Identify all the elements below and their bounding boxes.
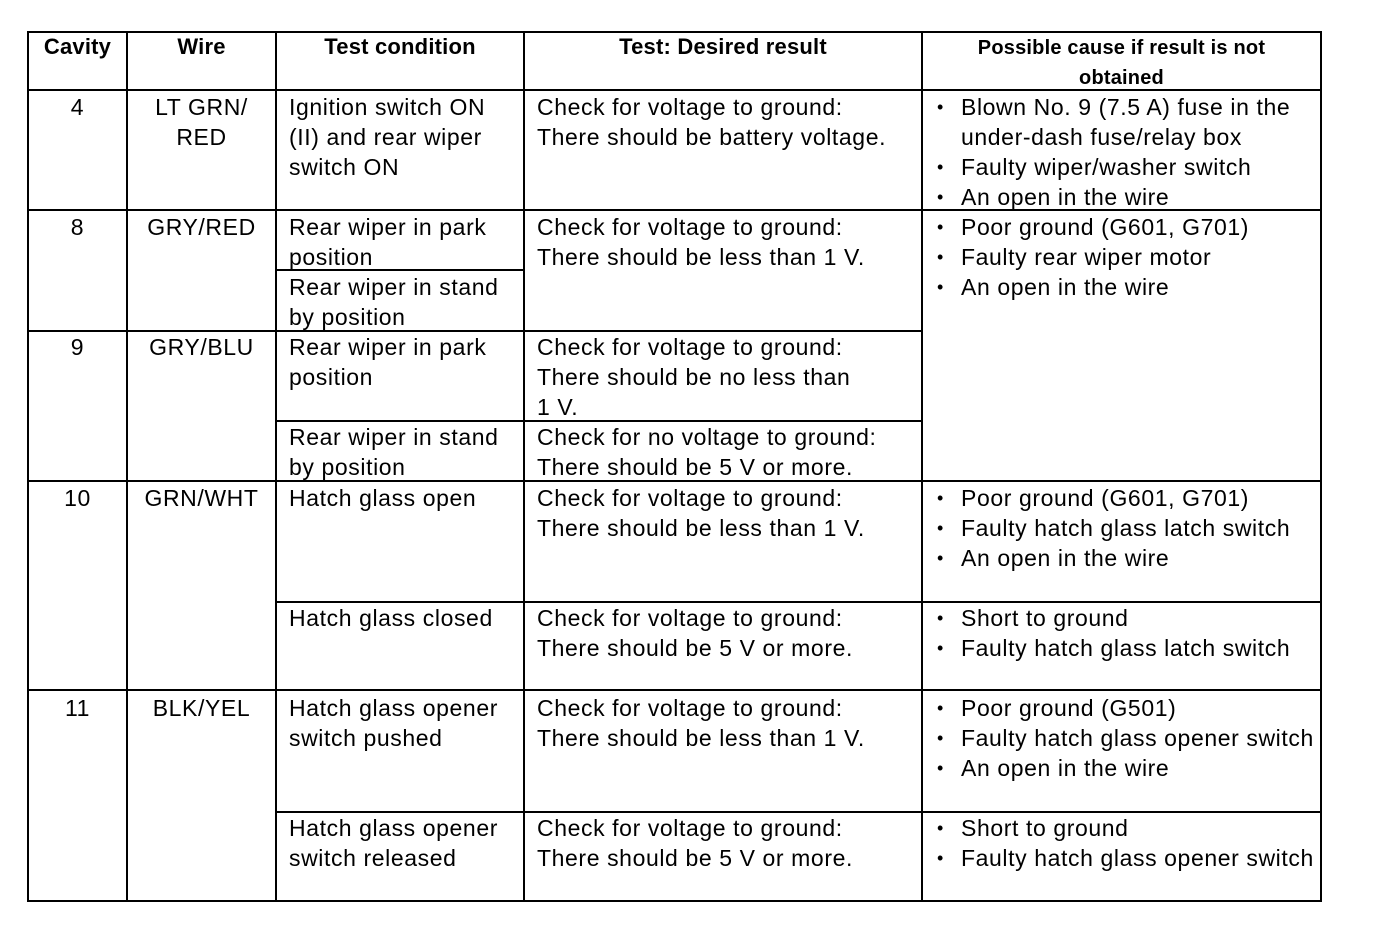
possible-cause-item: • Faulty hatch glass latch switch bbox=[923, 633, 1320, 663]
header-test-condition: Test condition bbox=[324, 34, 476, 59]
wire-cell: BLK/YEL bbox=[152, 695, 251, 721]
col-divider-1 bbox=[126, 31, 128, 902]
desired-result-cell: Check for voltage to ground: There should be battery voltage. bbox=[537, 94, 887, 150]
table-border-right bbox=[1320, 31, 1322, 902]
test-condition-cell: Rear wiper in park position bbox=[289, 214, 487, 270]
test-condition-cell: Hatch glass closed bbox=[289, 605, 493, 631]
possible-cause-list bbox=[923, 212, 1320, 302]
test-condition-cell: Ignition switch ON (II) and rear wiper switch ON bbox=[289, 94, 486, 180]
cavity-cell: 9 bbox=[70, 334, 85, 360]
col-divider-2 bbox=[275, 31, 277, 902]
header-wire: Wire bbox=[177, 34, 226, 59]
possible-cause-item: • Faulty hatch glass latch switch bbox=[923, 513, 1320, 543]
test-condition-cell: Rear wiper in park position bbox=[289, 334, 487, 390]
desired-result-cell: Check for voltage to ground: There should be less than 1 V. bbox=[537, 695, 865, 751]
cavity-cell: 10 bbox=[64, 485, 91, 511]
possible-cause-item: • Faulty hatch glass opener switch bbox=[923, 843, 1320, 873]
row-divider-11 bbox=[27, 689, 1322, 691]
possible-cause-item: • Short to ground bbox=[923, 813, 1320, 843]
possible-cause-item: • An open in the wire bbox=[923, 753, 1320, 783]
test-condition-cell: Hatch glass open bbox=[289, 485, 477, 511]
cavity-cell: 8 bbox=[70, 214, 85, 240]
desired-result-cell: Check for voltage to ground: There should be less than 1 V. bbox=[537, 485, 865, 541]
possible-cause-list bbox=[923, 483, 1320, 573]
possible-cause-item: • Poor ground (G501) bbox=[923, 693, 1320, 723]
desired-result-cell: Check for voltage to ground: There should be no less than 1 V. bbox=[537, 334, 851, 420]
possible-cause-item: • An open in the wire bbox=[923, 182, 1320, 212]
possible-cause-item: • Poor ground (G601, G701) bbox=[923, 212, 1320, 242]
possible-cause-item: • Poor ground (G601, G701) bbox=[923, 483, 1320, 513]
wire-cell: LT GRN/ RED bbox=[155, 94, 248, 150]
wiper-test-table bbox=[27, 31, 1322, 902]
header-cavity: Cavity bbox=[43, 34, 112, 59]
possible-cause-item: • Faulty hatch glass opener switch bbox=[923, 723, 1320, 753]
header-possible-cause: Possible cause if result is not obtained bbox=[977, 37, 1266, 89]
possible-cause-item: • Faulty rear wiper motor bbox=[923, 242, 1320, 272]
desired-result-cell: Check for no voltage to ground: There should be 5 V or more. bbox=[537, 424, 877, 480]
possible-cause-item: • An open in the wire bbox=[923, 543, 1320, 573]
cavity-cell: 4 bbox=[70, 94, 85, 120]
cavity-cell: 11 bbox=[64, 695, 91, 721]
test-condition-cell: Hatch glass opener switch pushed bbox=[289, 695, 498, 751]
test-condition-cell: Rear wiper in stand by position bbox=[289, 274, 499, 330]
desired-result-cell: Check for voltage to ground: There should be 5 V or more. bbox=[537, 605, 853, 661]
possible-cause-list bbox=[923, 603, 1320, 663]
possible-cause-item: • Blown No. 9 (7.5 A) fuse in the under-dash fuse/relay box bbox=[923, 92, 1320, 152]
desired-result-cell: Check for voltage to ground: There should be less than 1 V. bbox=[537, 214, 865, 270]
wire-cell: GRY/RED bbox=[147, 214, 256, 240]
col-divider-3 bbox=[523, 31, 525, 902]
possible-cause-item: • An open in the wire bbox=[923, 272, 1320, 302]
wire-cell: GRN/WHT bbox=[144, 485, 259, 511]
header-desired-result: Test: Desired result bbox=[619, 34, 827, 59]
test-condition-cell: Rear wiper in stand by position bbox=[289, 424, 499, 480]
wire-cell: GRY/BLU bbox=[149, 334, 254, 360]
table-border-left bbox=[27, 31, 29, 902]
possible-cause-list bbox=[923, 693, 1320, 783]
test-condition-cell: Hatch glass opener switch released bbox=[289, 815, 498, 871]
possible-cause-list bbox=[923, 92, 1320, 212]
possible-cause-list bbox=[923, 813, 1320, 873]
table-border-bottom bbox=[27, 900, 1322, 902]
possible-cause-item: • Short to ground bbox=[923, 603, 1320, 633]
possible-cause-item: • Faulty wiper/washer switch bbox=[923, 152, 1320, 182]
desired-result-cell: Check for voltage to ground: There should be 5 V or more. bbox=[537, 815, 853, 871]
